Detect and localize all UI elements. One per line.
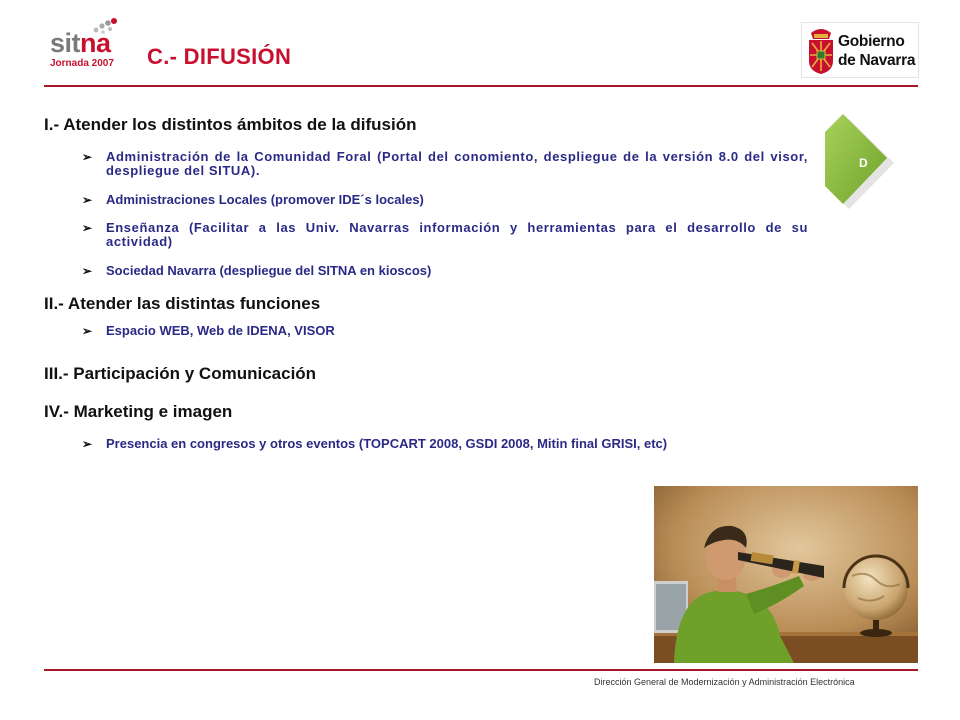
arrow-bullet-icon: ➢ (82, 437, 93, 451)
section-heading-3: III.- Participación y Comunicación (44, 364, 317, 383)
section-heading-1: I.- Atender los distintos ámbitos de la difusión (44, 115, 417, 134)
logo-word-a: sit (50, 28, 81, 58)
arrow-bullet-icon: ➢ (82, 150, 93, 164)
logo-subtitle: Jornada 2007 (50, 58, 114, 69)
list-item-text: Espacio WEB, Web de IDENA, VISOR (106, 323, 335, 338)
list-item (82, 437, 882, 451)
section-heading-2: II.- Atender las distintas funciones (44, 294, 321, 313)
list-item (82, 324, 808, 338)
section-heading-4: IV.- Marketing e imagen (44, 402, 233, 421)
coat-of-arms-icon (806, 27, 836, 75)
arrow-bullet-icon: ➢ (82, 264, 93, 278)
spyglass-photo (654, 486, 918, 663)
arrow-bullet-icon: ➢ (82, 193, 93, 207)
list-item-text: Enseñanza (Facilitar a las Univ. Navarras información y herramientas para el desarrollo de su actividad) (106, 220, 808, 249)
footer-text: Dirección General de Modernización y Administración Electrónica (594, 677, 855, 687)
logo-line-1: Gobierno (838, 33, 905, 50)
list-item (82, 264, 808, 278)
badge-label: D (859, 156, 868, 170)
page-title: C.- DIFUSIÓN (147, 44, 292, 69)
footer-rule (44, 669, 918, 671)
arrow-bullet-icon: ➢ (82, 221, 93, 235)
arrow-bullet-icon: ➢ (82, 324, 93, 338)
list-item (82, 150, 808, 178)
list-item-text: Administración de la Comunidad Foral (Portal del conomiento, despliegue de la versión 8.0 del visor, despliegue del SITUA). (106, 149, 808, 178)
diamond-badge-icon (817, 112, 907, 212)
list-item (82, 221, 808, 249)
section-badge (817, 112, 907, 212)
logo-line-2: de Navarra (838, 52, 916, 69)
header-rule (44, 85, 918, 87)
list-item (82, 193, 808, 207)
logo-word-b: na (80, 28, 111, 58)
list-item-text: Administraciones Locales (promover IDE´s locales) (106, 192, 424, 207)
sitna-logo (44, 18, 120, 70)
list-item-text: Sociedad Navarra (despliegue del SITNA en kioscos) (106, 263, 432, 278)
list-item-text: Presencia en congresos y otros eventos (TOPCART 2008, GSDI 2008, Mitin final GRISI, etc) (106, 436, 668, 451)
gobierno-navarra-logo (801, 22, 919, 78)
